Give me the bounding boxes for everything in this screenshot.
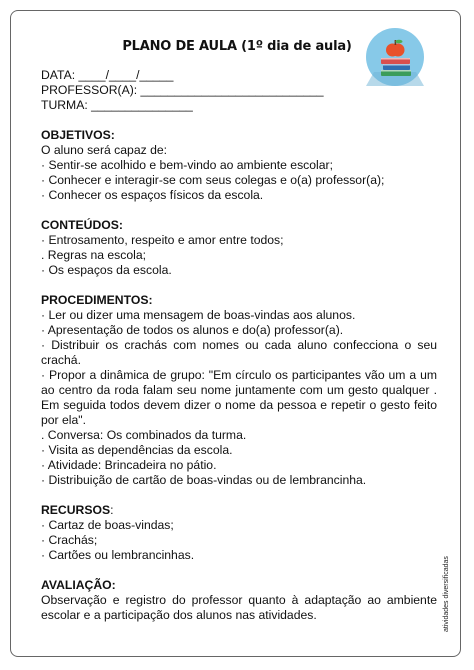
list-item: · Conhecer e interagir-se com seus colegas e o(a) professor(a); — [41, 173, 385, 187]
list-item: · Distribuição de cartão de boas-vindas ou de lembrancinha. — [41, 473, 367, 487]
list-item: . Regras na escola; — [41, 248, 147, 262]
lesson-plan-body — [41, 68, 437, 623]
recursos-colon: : — [110, 503, 114, 517]
class-field: TURMA: _______________ — [41, 98, 193, 112]
side-caption: atividades diversificadas — [443, 556, 450, 632]
list-item: · Atividade: Brincadeira no pátio. — [41, 458, 217, 472]
list-item: · Cartaz de boas-vindas; — [41, 518, 174, 532]
procedimentos-heading: PROCEDIMENTOS: — [41, 293, 153, 307]
recursos-heading: RECURSOS — [41, 503, 111, 517]
date-field: DATA: ____/____/_____ — [41, 68, 174, 82]
objetivos-intro: O aluno será capaz de: — [41, 143, 168, 157]
conteudos-heading: CONTEÚDOS: — [41, 218, 123, 232]
teacher-field: PROFESSOR(A): ___________________________ — [41, 83, 324, 97]
list-item: · Sentir-se acolhido e bem-vindo ao ambiente escolar; — [41, 158, 333, 172]
page-title: PLANO DE AULA (1º dia de aula) — [122, 39, 352, 54]
avaliacao-heading: AVALIAÇÃO: — [41, 578, 116, 592]
list-item: · Visita as dependências da escola. — [41, 443, 233, 457]
avaliacao-text: Observação e registro do professor quanto à adaptação ao ambiente escolar e a participação dos alunos nas atividades. — [41, 593, 437, 622]
list-item: . Conversa: Os combinados da turma. — [41, 428, 247, 442]
list-item: · Apresentação de todos os alunos e do(a) professor(a). — [41, 323, 344, 337]
list-item: · Ler ou dizer uma mensagem de boas-vindas aos alunos. — [41, 308, 356, 322]
list-item: · Distribuir os crachás com nomes ou cada aluno confecciona o seu crachá. — [41, 338, 437, 367]
recursos-heading-row — [41, 503, 437, 518]
list-item: · Os espaços da escola. — [41, 263, 172, 277]
objetivos-heading: OBJETIVOS: — [41, 128, 115, 142]
list-item: · Entrosamento, respeito e amor entre todos; — [41, 233, 284, 247]
list-item: · Propor a dinâmica de grupo: "Em círculo os participantes vão um a um ao centro da roda falam seu nome juntamente com um gesto qualquer . Em seguida todos devem dizer o nome da pessoa e repetir o gesto feito por ela". — [41, 368, 437, 427]
list-item: · Conhecer os espaços físicos da escola. — [41, 188, 264, 202]
list-item: · Crachás; — [41, 533, 98, 547]
list-item: · Cartões ou lembrancinhas. — [41, 548, 195, 562]
